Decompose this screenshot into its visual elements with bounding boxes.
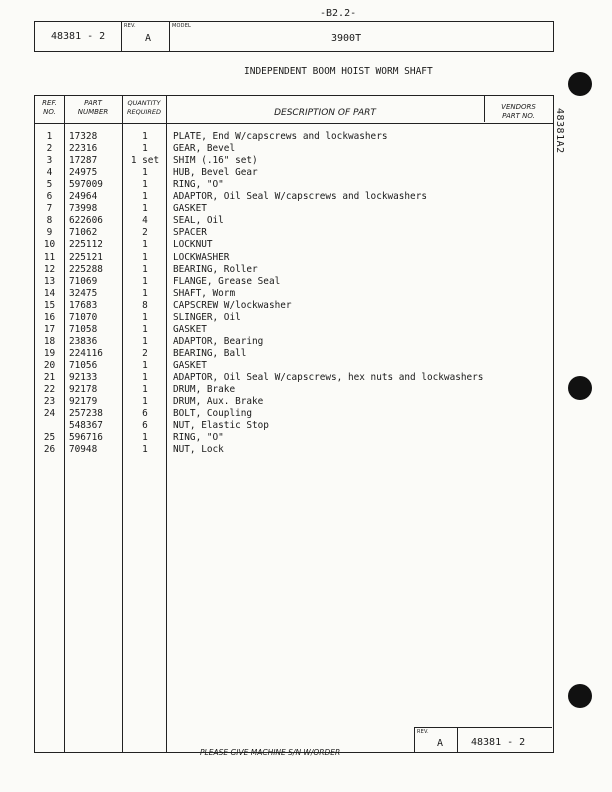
row-ref-number: 8 <box>46 215 53 227</box>
table-row <box>35 300 553 312</box>
page-number: -B2.2- <box>320 8 357 19</box>
row-quantity: 4 <box>142 215 148 227</box>
row-part-number: 92133 <box>69 372 98 383</box>
row-part-number: 225121 <box>69 251 103 263</box>
row-quantity: 1 <box>142 359 148 371</box>
header-rule <box>35 123 553 124</box>
row-part-number: 622606 <box>69 215 103 227</box>
row-quantity: 1 <box>142 143 148 155</box>
row-quantity: 1 <box>142 239 148 251</box>
row-description: DRUM, Aux. Brake <box>173 396 264 408</box>
row-part-number: 597009 <box>69 179 103 191</box>
row-quantity: 1 <box>142 311 148 323</box>
row-quantity: 1 <box>142 444 148 456</box>
header-model-value: 3900T <box>331 33 362 44</box>
row-part-number: 32475 <box>69 287 98 299</box>
row-part-number: 596716 <box>69 432 103 444</box>
row-part-number: 17328 <box>69 131 98 142</box>
table-row <box>35 312 553 324</box>
row-quantity: 8 <box>142 299 148 311</box>
table-row <box>35 348 553 360</box>
table-row <box>35 408 553 420</box>
row-description: NUT, Lock <box>173 444 224 456</box>
row-description: HUB, Bevel Gear <box>173 167 258 179</box>
row-description: SPACER <box>173 227 207 239</box>
header-rev-label: REV. <box>124 23 136 29</box>
row-ref-number: 10 <box>43 239 56 251</box>
section-title: INDEPENDENT BOOM HOIST WORM SHAFT <box>244 66 433 77</box>
row-part-number: 71069 <box>69 275 98 287</box>
row-quantity: 1 <box>142 372 148 383</box>
table-row <box>35 179 553 191</box>
row-description: BOLT, Coupling <box>173 408 253 420</box>
row-description: LOCKWASHER <box>173 251 230 263</box>
row-quantity: 1 <box>142 287 148 299</box>
row-part-number: 548367 <box>69 420 103 432</box>
row-quantity: 1 <box>142 432 148 444</box>
header-box <box>34 21 554 52</box>
row-description: GASKET <box>173 203 207 215</box>
row-part-number: 70948 <box>69 444 98 456</box>
row-quantity: 6 <box>142 408 148 420</box>
footer-divider <box>457 728 458 752</box>
row-part-number: 73998 <box>69 203 98 215</box>
row-quantity: 2 <box>142 347 148 359</box>
row-ref-number: 24 <box>43 408 56 420</box>
footer-rev-value: A <box>437 738 444 749</box>
punch-hole-middle <box>568 376 592 400</box>
table-row <box>35 324 553 336</box>
row-part-number: 22316 <box>69 143 98 155</box>
table-row <box>35 396 553 408</box>
row-ref-number: 6 <box>46 191 53 203</box>
row-part-number: 225112 <box>69 239 103 251</box>
column-header-part-line1: PART <box>84 99 102 107</box>
row-ref-number: 2 <box>46 143 53 155</box>
row-description: ADAPTOR, Oil Seal W/capscrews and lockwashers <box>173 191 427 203</box>
row-part-number: 23836 <box>69 335 98 347</box>
column-header-qty-line2: REQUIRED <box>126 108 162 116</box>
footer-doc-number: 48381 - 2 <box>471 737 526 748</box>
row-part-number: 24975 <box>69 167 98 179</box>
row-part-number: 71056 <box>69 359 98 371</box>
row-quantity: 1 <box>142 384 148 396</box>
row-part-number: 24964 <box>69 191 98 203</box>
row-ref-number: 16 <box>43 311 56 323</box>
table-row <box>35 420 553 432</box>
table-row <box>35 155 553 167</box>
table-row <box>35 360 553 372</box>
row-quantity: 1 <box>142 323 148 335</box>
row-description: GEAR, Bevel <box>173 143 236 155</box>
row-ref-number: 22 <box>43 384 56 396</box>
row-description: RING, "O" <box>173 432 224 444</box>
column-header-vendor-line2: PART NO. <box>502 112 535 120</box>
header-rev-cell <box>121 22 136 51</box>
column-header-description: DESCRIPTION OF PART <box>274 108 376 118</box>
row-ref-number: 21 <box>43 372 56 383</box>
row-description: GASKET <box>173 359 207 371</box>
column-header-qty <box>122 99 166 117</box>
punch-hole-bottom <box>568 684 592 708</box>
row-description: PLATE, End W/capscrews and lockwashers <box>173 131 388 142</box>
header-model-label: MODEL <box>172 23 192 29</box>
row-quantity: 1 <box>142 263 148 275</box>
table-row <box>35 131 553 143</box>
row-part-number: 225288 <box>69 263 103 275</box>
row-part-number: 17287 <box>69 155 98 167</box>
row-ref-number: 13 <box>43 275 56 287</box>
row-ref-number: 9 <box>46 227 53 239</box>
table-row <box>35 215 553 227</box>
column-header-vendor-line1: VENDORS <box>501 103 536 111</box>
table-row <box>35 143 553 155</box>
row-ref-number: 5 <box>46 179 53 191</box>
row-description: RING, "O" <box>173 179 224 191</box>
table-row <box>35 288 553 300</box>
header-rev-value: A <box>145 33 152 44</box>
table-row <box>35 372 553 384</box>
row-part-number: 92179 <box>69 396 98 408</box>
header-doc-number: 48381 - 2 <box>51 31 106 42</box>
row-ref-number: 18 <box>43 335 56 347</box>
column-header-part <box>64 99 122 117</box>
row-part-number: 224116 <box>69 347 103 359</box>
row-ref-number: 11 <box>43 251 56 263</box>
row-description: SEAL, Oil <box>173 215 224 227</box>
column-header-ref-line1: REF. <box>42 99 57 107</box>
row-ref-number: 17 <box>43 323 56 335</box>
footer-box <box>414 727 552 753</box>
row-description: BEARING, Ball <box>173 347 247 359</box>
row-part-number: 257238 <box>69 408 103 420</box>
row-description: BEARING, Roller <box>173 263 258 275</box>
row-description: ADAPTOR, Bearing <box>173 335 264 347</box>
table-row <box>35 444 553 456</box>
row-quantity: 1 <box>142 335 148 347</box>
row-ref-number: 26 <box>43 444 56 456</box>
footer-rule-left <box>160 752 198 753</box>
row-ref-number: 14 <box>43 287 56 299</box>
table-row <box>35 336 553 348</box>
row-quantity: 1 set <box>130 155 160 167</box>
row-ref-number: 15 <box>43 299 56 311</box>
row-ref-number: 12 <box>43 263 56 275</box>
column-header-qty-line1: QUANTITY <box>127 99 161 107</box>
footer-rev-label: REV. <box>417 729 429 735</box>
row-quantity: 1 <box>142 251 148 263</box>
footer-rule-right <box>364 752 414 753</box>
punch-hole-top <box>568 72 592 96</box>
row-description: CAPSCREW W/lockwasher <box>173 299 292 311</box>
table-row <box>35 432 553 444</box>
table-row <box>35 191 553 203</box>
row-part-number: 71058 <box>69 323 98 335</box>
row-ref-number: 3 <box>46 155 53 167</box>
row-quantity: 6 <box>142 420 148 432</box>
table-row <box>35 264 553 276</box>
table-row <box>35 252 553 264</box>
row-quantity: 1 <box>142 167 148 179</box>
table-row <box>35 203 553 215</box>
column-header-part-line2: NUMBER <box>77 108 109 116</box>
row-quantity: 2 <box>142 227 148 239</box>
column-header-ref <box>35 99 64 117</box>
row-description: LOCKNUT <box>173 239 213 251</box>
table-row <box>35 167 553 179</box>
row-part-number: 92178 <box>69 384 98 396</box>
row-ref-number: 23 <box>43 396 56 408</box>
row-description: SHIM (.16" set) <box>173 155 258 167</box>
row-quantity: 1 <box>142 203 148 215</box>
row-quantity: 1 <box>142 131 148 142</box>
row-description: GASKET <box>173 323 207 335</box>
table-row <box>35 276 553 288</box>
row-quantity: 1 <box>142 191 148 203</box>
parts-table <box>34 95 554 753</box>
column-header-vendor <box>484 103 553 121</box>
row-description: FLANGE, Grease Seal <box>173 275 281 287</box>
row-description: DRUM, Brake <box>173 384 236 396</box>
row-ref-number: 1 <box>46 131 53 142</box>
row-part-number: 71062 <box>69 227 98 239</box>
row-quantity: 1 <box>142 275 148 287</box>
table-row <box>35 239 553 251</box>
row-description: SHAFT, Worm <box>173 287 236 299</box>
header-model-cell <box>169 22 192 51</box>
row-description: SLINGER, Oil <box>173 311 241 323</box>
row-part-number: 71070 <box>69 311 98 323</box>
side-label: 48381A2 <box>554 108 565 154</box>
row-quantity: 1 <box>142 396 148 408</box>
table-row <box>35 227 553 239</box>
row-part-number: 17683 <box>69 299 98 311</box>
column-header-ref-line2: NO. <box>43 108 56 116</box>
footer-note: PLEASE GIVE MACHINE S/N W/ORDER <box>200 748 341 757</box>
row-ref-number: 19 <box>43 347 56 359</box>
table-row <box>35 384 553 396</box>
row-ref-number: 25 <box>43 432 56 444</box>
row-description: NUT, Elastic Stop <box>173 420 269 432</box>
row-ref-number: 7 <box>46 203 53 215</box>
row-ref-number: 20 <box>43 359 56 371</box>
row-quantity: 1 <box>142 179 148 191</box>
row-description: ADAPTOR, Oil Seal W/capscrews, hex nuts and lockwashers <box>173 372 484 383</box>
row-ref-number: 4 <box>46 167 53 179</box>
